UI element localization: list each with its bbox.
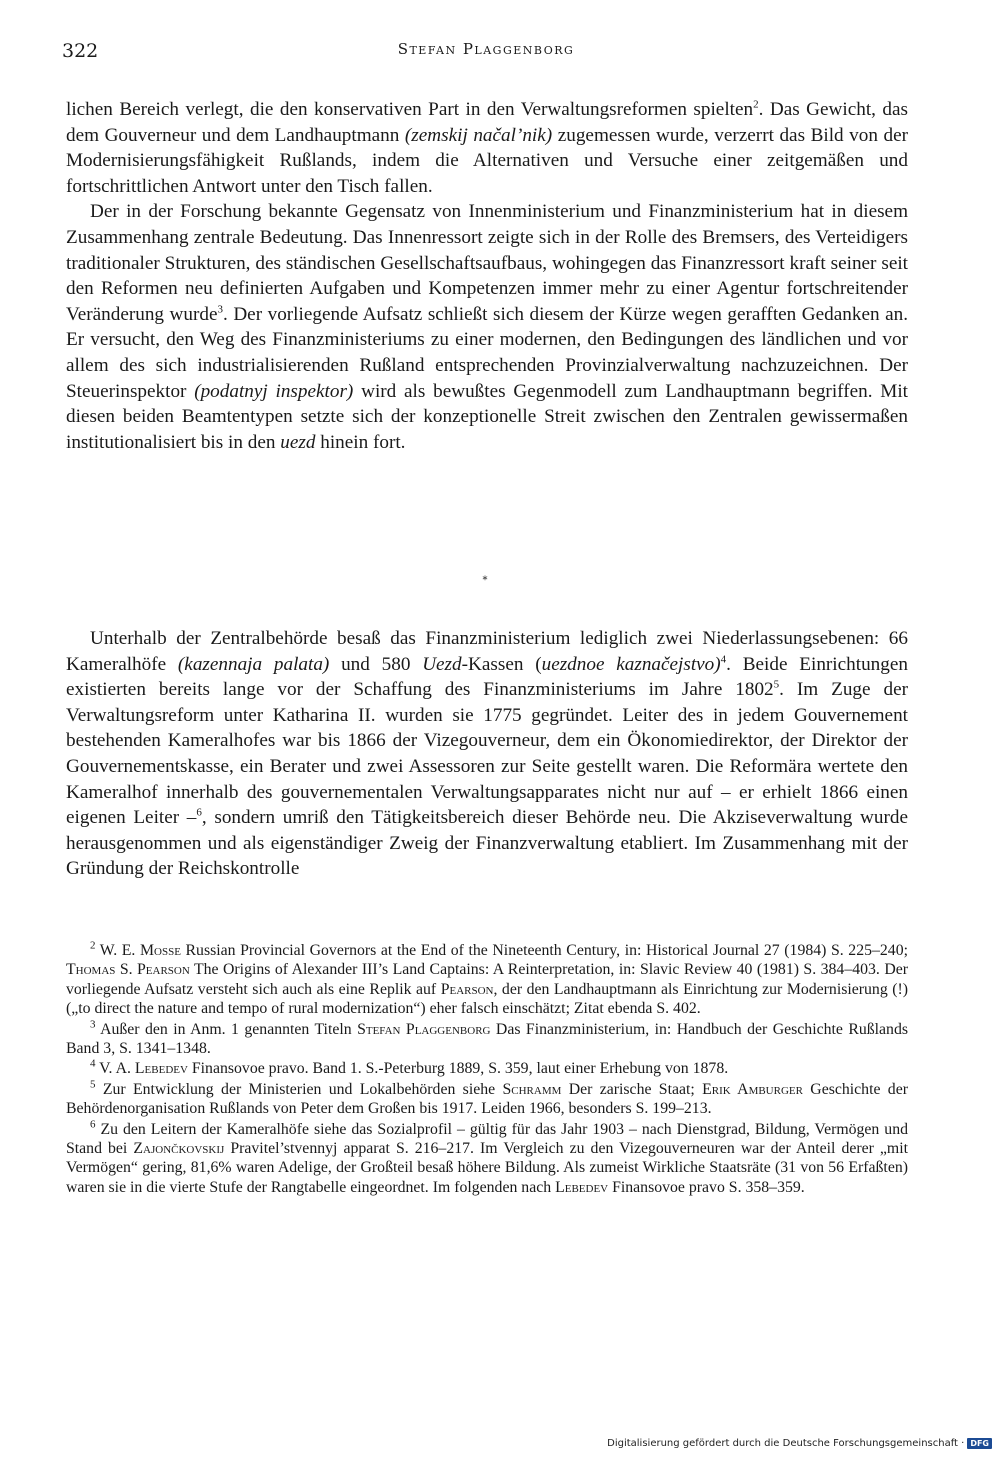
page-number: 322 bbox=[62, 40, 99, 62]
paragraph-2: Der in der Forschung bekannte Gegensatz von Innenministerium und Finanzministerium hat in diesem Zusammenhang zentrale Bedeutung. Das Innenressort zeigte sich in der Rolle des Bremsers, des Verteidigers traditionaler Strukturen, des ständischen Gesellschaftsaufbaus, wohingegen das Finanzressort kraft seiner seit den Reformen neu definierten Aufgaben und Kompetenzen immer mehr zu einer Agentur fortschreitender Veränderung wurde$^3$. Der vorliegende Aufsatz schließt sich diesem der Kürze wegen gerafften Gedanken an. Er versucht, den Weg des Finanzministeriums zu einer modernen, den Bedingungen des ländlichen und vor allem des sich industrialisierenden Rußland entsprechenden Provinzialverwaltung nachzuzeichnen. Der Steuerinspektor (podatnyj inspektor) wird als bewußtes Gegenmodell zum Landhauptmann begriffen. Mit diesen beiden Beamtentypen setzte sich der konzeptionelle Streit zwischen den Zentralen gewissermaßen institutionalisiert bis in den uezd hinein fort. bbox=[66, 201, 908, 453]
paragraph-3: Unterhalb der Zentralbehörde besaß das Finanzministerium lediglich zwei Niederlassungsebenen: 66 Kameralhöfe (kazennaja palata) und 580 Uezd-Kassen (uezdnoe kaznačejstvo)$^4$. Beide Einrichtungen existierten bereits lange vor der Schaffung des Finanzministeriums im Jahre 1802$^5$. Im Zuge der Verwaltungsreform unter Katharina II. wurden sie 1775 gegründet. Leiter des in jedem Gouvernement bestehenden Kameralhofes war bis 1866 der Vizegouverneur, dem ein Ökonomiedirektor, der Direktor der Gouvernementskasse, ein Berater und zwei Assessoren zur Seite gestellt waren. Die Reformära wertete den Kameralhof innerhalb des gouvernementalen Verwaltungsapparates nicht nur auf – er erhielt 1866 einen eigenen Leiter –$^6$, sondern umriß den Tätigkeitsbereich dieser Behörde neu. Die Akziseverwaltung wurde herausgenommen und als eigenständiger Zweig der Finanzverwaltung etabliert. Im Zusammenhang mit der Gründung der Reichskontrolle bbox=[66, 628, 909, 880]
footnote-2: $^2$ W. E. Mosse Russian Provincial Governors at the End of the Nineteenth Century, in: Historical Journal 27 (1984) S. 225–240; Thomas S. Pearson The Origins of Alexander III’s Land Captains: A Reinterpretation, in: Slavic Review 40 (1981) S. 384–403. Der vorliegende Aufsatz versteht sich auch als eine Replik auf Pearson, der den Landhauptmann als Einrichtung zur Modernisierung (!) („to direct the nature and tempo of rural modernization“) eher falsch einschätzt; Zitat ebenda S. 402. bbox=[66, 939, 908, 1018]
footnote-ref-3[interactable]: 3 bbox=[217, 303, 223, 316]
footnote-ref-5[interactable]: 5 bbox=[773, 678, 780, 691]
body-text-upper bbox=[66, 97, 908, 455]
funding-notice: Digitalisierung gefördert durch die Deutsche Forschungsgemeinschaft · bbox=[607, 1438, 965, 1449]
page-header bbox=[62, 40, 910, 70]
section-separator-asterisk: * bbox=[482, 575, 488, 586]
footnote-ref-6[interactable]: 6 bbox=[196, 806, 202, 819]
footnote-3: $^3$ Außer den in Anm. 1 genannten Titeln Stefan Plaggenborg Das Finanzministerium, in: Handbuch der Geschichte Rußlands Band 3, S. 1341–1348. bbox=[66, 1018, 909, 1058]
footnote-6: $^6$ Zu den Leitern der Kameralhöfe siehe das Sozialprofil – gültig für das Jahr 1903 – nach Dienstgrad, Bildung, Vermögen und Stand bei Zajončkovskij Pravitel’stvennyj apparat S. 216–217. Im Vergleich zu den Vizegouverneuren war der Anteil derer „mit Vermögen“ gering, 81,6% waren Adelige, der Großteil besaß höhere Bildung. Als zumeist Wirkliche Staatsräte (31 von 56 Erfaßten) waren sie in die vierte Stufe der Rangtabelle eingeordnet. Im folgenden nach Lebedev Finansovoe pravo S. 358–359. bbox=[66, 1118, 909, 1196]
dfg-logo: DFG bbox=[967, 1438, 992, 1449]
body-text-lower bbox=[66, 626, 908, 882]
footnote-ref-4[interactable]: 4 bbox=[720, 653, 727, 666]
digitization-footer bbox=[607, 1438, 992, 1449]
footnote-4: $^4$ V. A. Lebedev Finansovoe pravo. Band 1. S.-Peterburg 1889, S. 359, laut einer Erhebung von 1878. bbox=[90, 1058, 729, 1078]
footnote-ref-2[interactable]: 2 bbox=[753, 98, 759, 111]
paragraph-1: lichen Bereich verlegt, die den konservativen Part in den Verwaltungsreformen spielten$^2$. Das Gewicht, das dem Gouverneur und dem Landhauptmann (zemskij načal’nik) zugemessen wurde, verzerrt das Bild von der Modernisierungsfähigkeit Rußlands, indem die Alternativen und Versuche einer zeitgemäßen und fortschrittlichen Antwort unter den Tisch fallen. bbox=[66, 98, 909, 197]
footnote-5: $^5$ Zur Entwicklung der Ministerien und Lokalbehörden siehe Schramm Der zarische Staat; Erik Amburger Geschichte der Behördenorganisation Rußlands von Peter dem Großen bis 1917. Leiden 1966, besonders S. 199–213. bbox=[66, 1078, 908, 1118]
footnotes bbox=[66, 941, 908, 1198]
running-head-author: Stefan Plaggenborg bbox=[397, 40, 575, 58]
